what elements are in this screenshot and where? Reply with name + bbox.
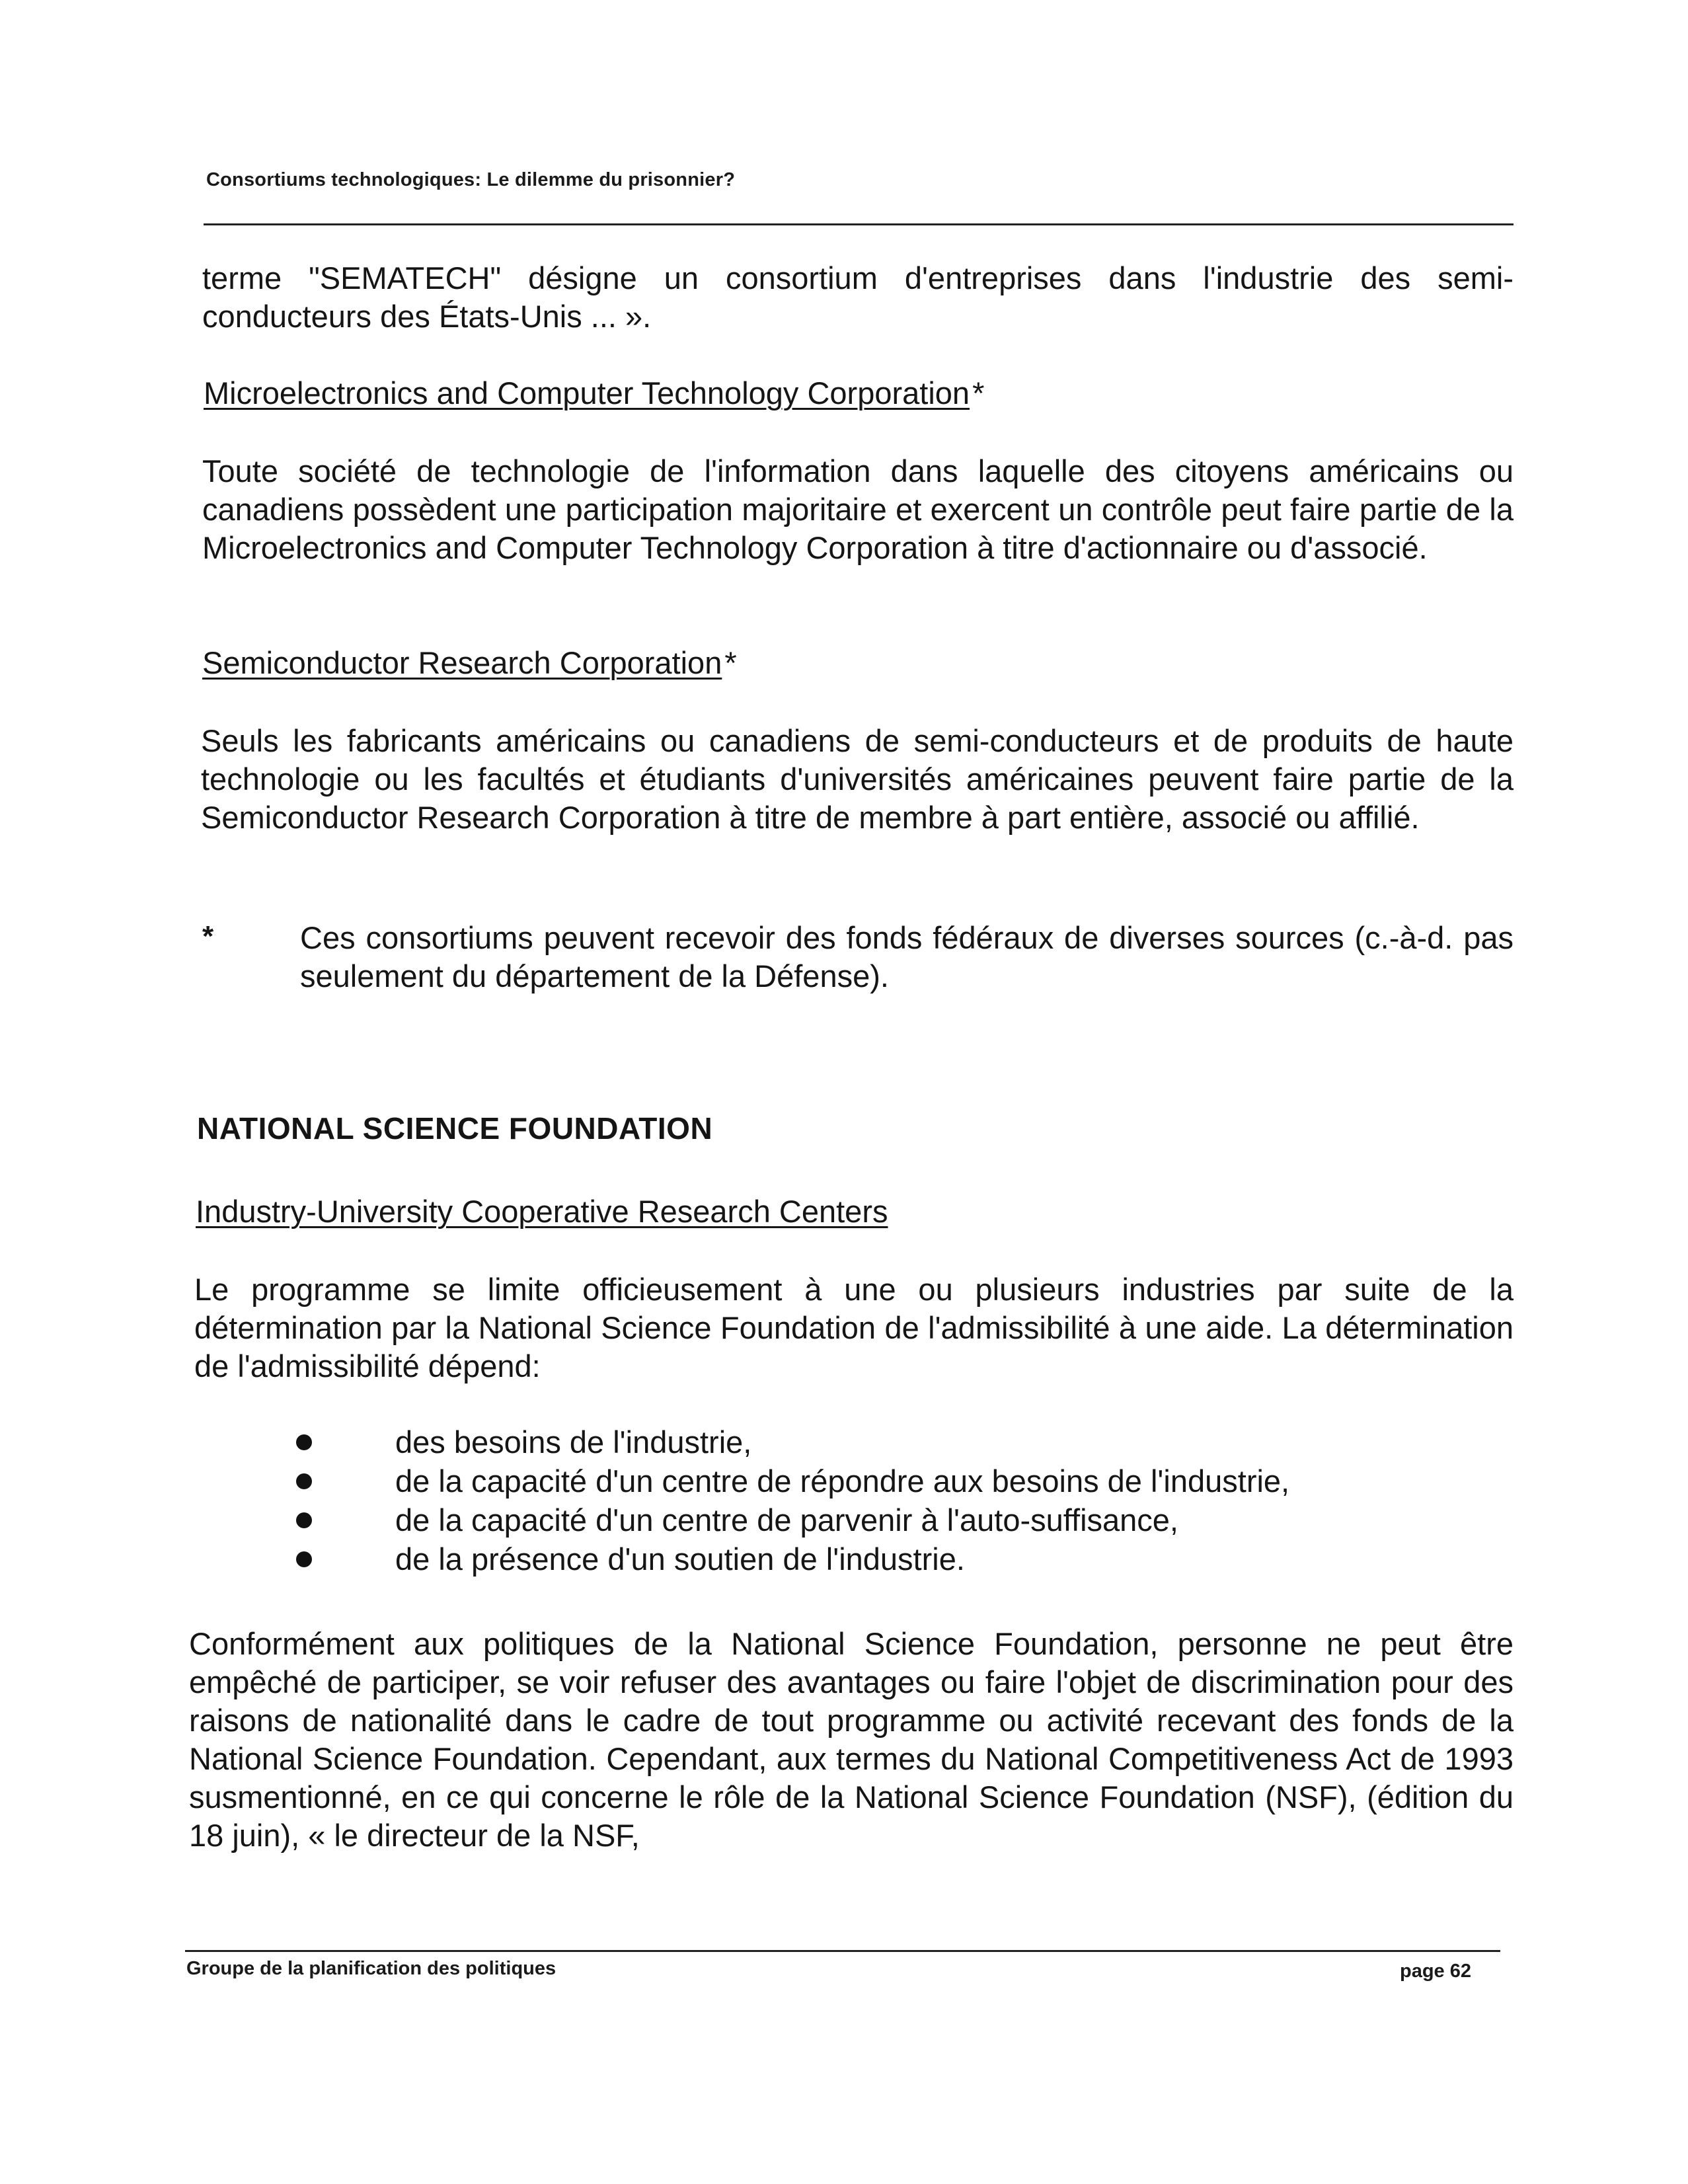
nsf-section-title: NATIONAL SCIENCE FOUNDATION [197, 1111, 713, 1146]
page-number-value: 62 [1449, 1961, 1472, 1982]
page-label: page [1400, 1961, 1445, 1982]
src-heading-marker: * [724, 645, 737, 680]
footer-rule [185, 1950, 1500, 1952]
iucrc-heading: Industry-University Cooperative Research Centers [196, 1194, 888, 1229]
list-item: de la capacité d'un centre de répondre aux besoins de l'industrie, [284, 1462, 1289, 1501]
list-item: de la capacité d'un centre de parvenir à l'auto-suffisance, [284, 1501, 1289, 1540]
list-item: des besoins de l'industrie, [284, 1423, 1289, 1462]
list-item: de la présence d'un soutien de l'industrie. [284, 1540, 1289, 1579]
src-heading [202, 644, 737, 682]
src-paragraph: Seuls les fabricants américains ou canadiens de semi-conducteurs et de produits de haute technologie ou les facultés et étudiants d'universités américaines peuvent faire partie de la Semiconductor Research Corporation à titre de membre à part entière, associé ou affilié. [201, 723, 1514, 835]
intro-continuation-paragraph: terme "SEMATECH" désigne un consortium d'entreprises dans l'industrie des semi-conducteurs des États-Unis ... ». [202, 260, 1514, 334]
mcc-heading-text: Microelectronics and Computer Technology Corporation [204, 375, 970, 410]
mcc-heading [204, 374, 984, 412]
src-heading-text: Semiconductor Research Corporation [202, 645, 722, 680]
mcc-paragraph: Toute société de technologie de l'information dans laquelle des citoyens américains ou canadiens possèdent une participation majoritaire et exercent un contrôle peut faire partie de la Microelectronics and Computer Technology Corporation à titre d'actionnaire ou d'associé. [202, 453, 1514, 565]
policy-paragraph: Conformément aux politiques de la National Science Foundation, personne ne peut être empêché de participer, se voir refuser des avantages ou faire l'objet de discrimination pour des raisons de nationalité dans le cadre de tout programme ou activité recevant des fonds de la National Science Foundation. Cependant, aux termes du National Competitiveness Act de 1993 susmentionné, en ce qui concerne le rôle de la National Science Foundation (NSF), (édition du 18 juin), « le directeur de la NSF, [189, 1626, 1514, 1853]
mcc-heading-marker: * [972, 375, 985, 410]
iucrc-paragraph: Le programme se limite officieusement à une ou plusieurs industries par suite de la détermination par la National Science Foundation de l'admissibilité à une aide. La détermination de l'admissibilité dépend: [194, 1272, 1514, 1384]
footnote-paragraph: Ces consortiums peuvent recevoir des fonds fédéraux de diverses sources (c.-à-d. pas seulement du département de la Défense). [300, 920, 1514, 994]
header-rule [204, 223, 1514, 225]
footnote-marker: * [202, 920, 214, 953]
page-number [1400, 1961, 1471, 1982]
running-header: Consortiums technologiques: Le dilemme du prisonnier? [206, 169, 736, 190]
eligibility-criteria-list [284, 1423, 1289, 1579]
footer-group-name: Groupe de la planification des politiques [186, 1958, 556, 1979]
